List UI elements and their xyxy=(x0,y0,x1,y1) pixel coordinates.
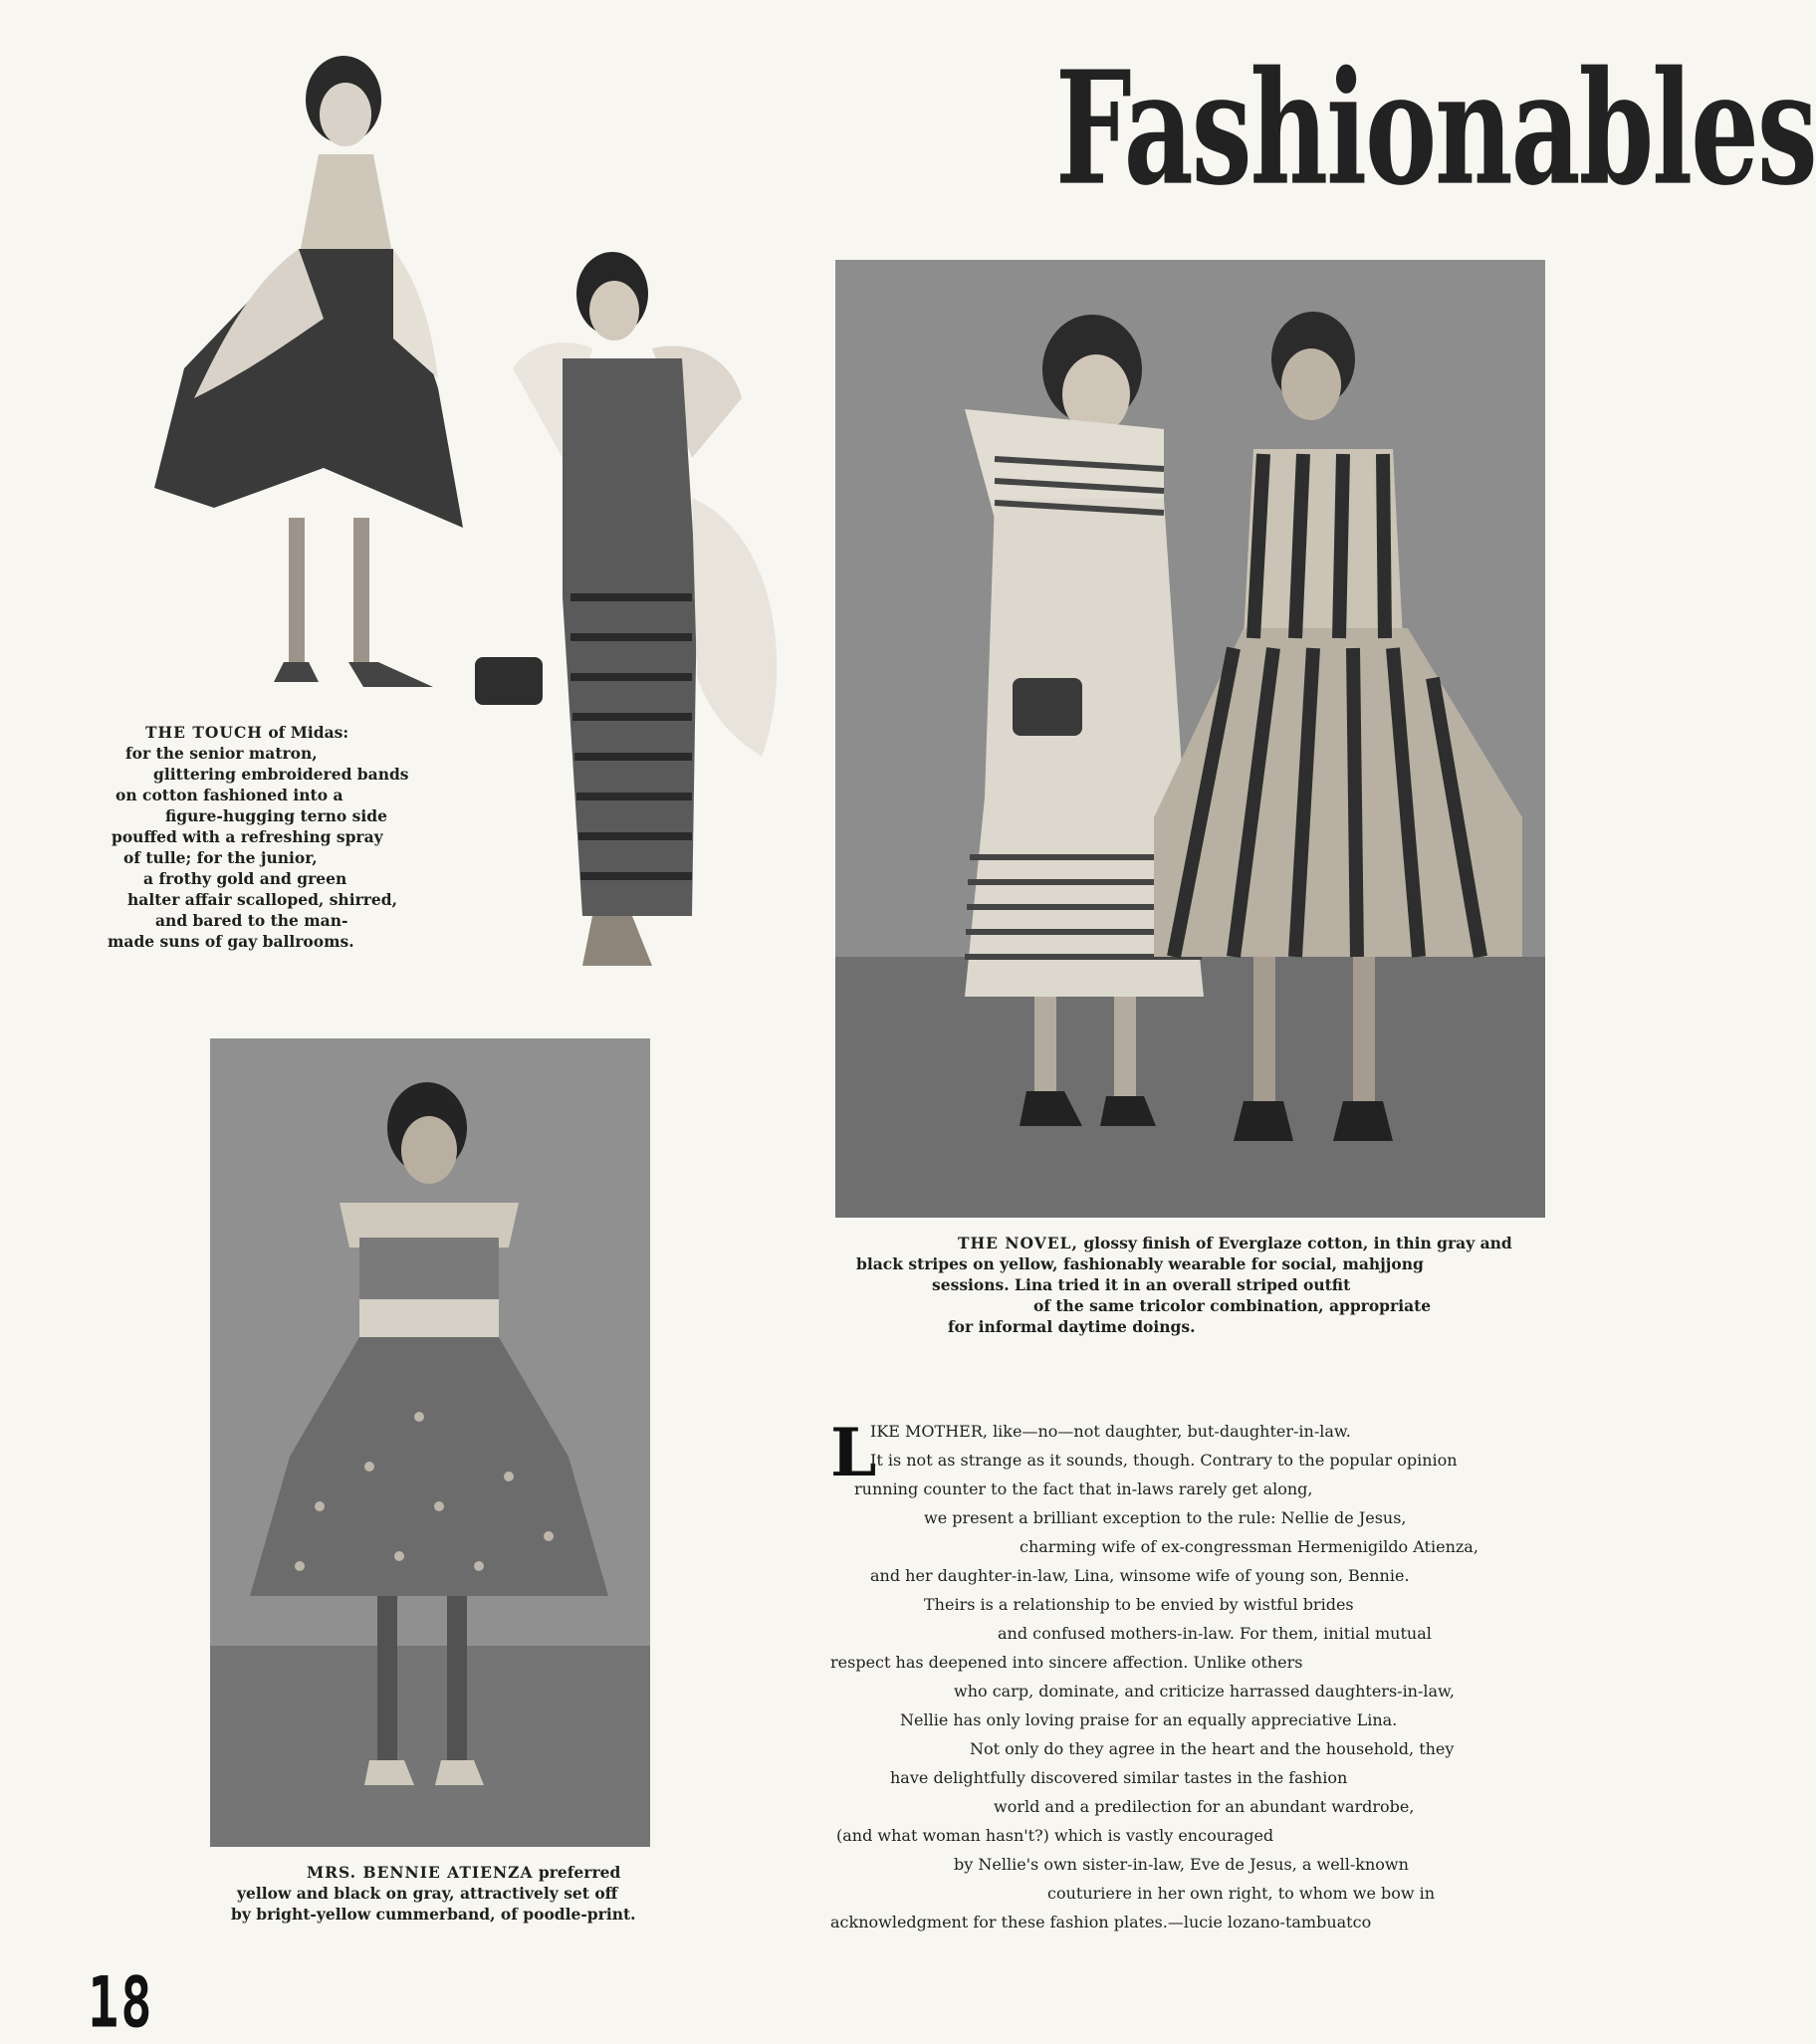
article-line: (and what woman hasn't?) which is vastly encouraged xyxy=(836,1826,1274,1845)
page-number: 18 xyxy=(88,1963,154,2044)
article-line: respect has deepened into sincere affection. Unlike others xyxy=(830,1653,1303,1672)
caption-lead: MRS. BENNIE ATIENZA xyxy=(307,1863,534,1882)
caption-text: preferred xyxy=(533,1863,621,1882)
caption-line: of the same tricolor combination, appropriate xyxy=(1033,1296,1432,1315)
article-line: and confused mothers-in-law. For them, initial mutual xyxy=(998,1624,1432,1643)
caption-mrs-bennie-atienza xyxy=(231,1862,689,1925)
caption-line: figure-hugging terno side xyxy=(165,806,387,825)
caption-the-novel xyxy=(854,1233,1551,1337)
article-line: running counter to the fact that in-laws rarely get along, xyxy=(854,1479,1313,1498)
article-line: by Nellie's own sister-in-law, Eve de Jesus, a well-known xyxy=(954,1855,1409,1874)
article-dropcap: L xyxy=(830,1414,877,1491)
page-title: Fashionables xyxy=(1055,38,1816,221)
article-line: Theirs is a relationship to be envied by wistful brides xyxy=(924,1595,1354,1614)
article-line: world and a predilection for an abundant wardrobe, xyxy=(994,1797,1415,1816)
caption-touch-of-midas xyxy=(108,722,436,952)
caption-line: for informal daytime doings. xyxy=(948,1317,1196,1336)
caption-line: black stripes on yellow, fashionably wearable for social, mahjjong xyxy=(856,1254,1424,1273)
caption-line: pouffed with a refreshing spray xyxy=(112,827,383,846)
caption-line: and bared to the man- xyxy=(155,911,348,930)
caption-line: glittering embroidered bands xyxy=(153,765,409,784)
photo-mrs-bennie-atienza xyxy=(210,1038,650,1847)
photo-the-novel xyxy=(835,260,1545,1218)
article-body xyxy=(830,1414,1559,1936)
caption-lead: THE TOUCH xyxy=(145,723,263,742)
article-line: couturiere in her own right, to whom we bow in xyxy=(1047,1884,1436,1903)
article-line: Nellie has only loving praise for an equally appreciative Lina. xyxy=(900,1710,1398,1729)
caption-line: a frothy gold and green xyxy=(143,869,347,888)
caption-text: glossy finish of Everglaze cotton, in thin gray and xyxy=(1077,1234,1512,1252)
caption-line: sessions. Lina tried it in an overall striped outfit xyxy=(932,1275,1351,1294)
caption-line: of tulle; for the junior, xyxy=(123,848,318,867)
article-line: It is not as strange as it sounds, though. Contrary to the popular opinion xyxy=(870,1451,1458,1470)
caption-line: for the senior matron, xyxy=(125,744,318,763)
caption-line: halter affair scalloped, shirred, xyxy=(127,890,398,909)
model-junior-figure xyxy=(154,56,463,687)
caption-line: on cotton fashioned into a xyxy=(115,786,343,804)
article-line: who carp, dominate, and criticize harrassed daughters-in-law, xyxy=(954,1682,1455,1701)
model-senior-figure xyxy=(475,252,777,966)
article-line: have delightfully discovered similar tastes in the fashion xyxy=(890,1768,1348,1787)
article-line: and her daughter-in-law, Lina, winsome wife of young son, Bennie. xyxy=(870,1566,1410,1585)
caption-text: of Midas: xyxy=(262,723,349,742)
caption-line: by bright-yellow cummerband, of poodle-print. xyxy=(231,1905,636,1924)
article-line: Not only do they agree in the heart and the household, they xyxy=(970,1739,1455,1758)
article-line: charming wife of ex-congressman Hermenigildo Atienza, xyxy=(1020,1537,1478,1556)
article-line: acknowledgment for these fashion plates.—lucie lozano-tambuatco xyxy=(830,1913,1372,1931)
article-line: we present a brilliant exception to the rule: Nellie de Jesus, xyxy=(924,1508,1407,1527)
caption-line: made suns of gay ballrooms. xyxy=(108,932,354,951)
article-line: IKE MOTHER, like—no—not daughter, but-daughter-in-law. xyxy=(870,1422,1351,1441)
caption-lead: THE NOVEL, xyxy=(958,1234,1078,1252)
caption-line: yellow and black on gray, attractively set off xyxy=(237,1884,618,1903)
